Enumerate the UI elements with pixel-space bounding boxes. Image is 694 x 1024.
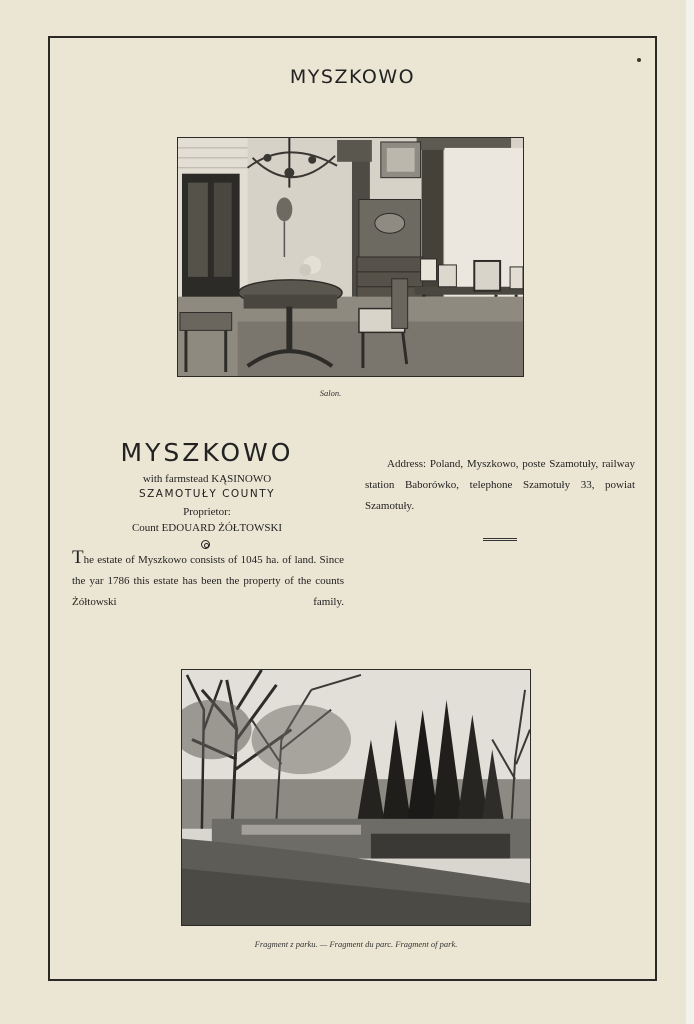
park-photo	[181, 669, 531, 926]
description-dropcap: T	[72, 547, 84, 568]
page-edge	[686, 0, 694, 1024]
salon-photo	[177, 137, 524, 377]
farmstead-line	[70, 473, 344, 485]
ring-ornament-icon	[201, 540, 210, 549]
page-title: MYSZKOWO	[289, 66, 416, 88]
park-caption: Fragment z parku. — Fragment du parc. Fragment of park.	[254, 939, 458, 949]
proprietor-label: Proprietor:	[183, 506, 231, 518]
double-rule-divider	[483, 538, 517, 541]
description-text: he estate of Myszkowo consists of 1045 ha. of land. Since the yar 1786 this estate has been the property of the counts Żółtowski family.	[72, 554, 344, 608]
estate-description	[72, 547, 344, 613]
proprietor-name: Count EDOUARD ŻÓŁTOWSKI	[131, 522, 283, 534]
paper-speck	[637, 58, 641, 62]
county-line: SZAMOTUŁY COUNTY	[138, 488, 276, 500]
address-text: Address: Poland, Myszkowo, poste Szamotuły, railway station Baborówko, telephone Szamotuły 33, powiat Szamotuły.	[365, 458, 635, 512]
salon-caption: Salon.	[319, 388, 342, 398]
farmstead-text: with farmstead KĄSINOWO	[142, 473, 272, 485]
estate-name: MYSZKOWO	[120, 438, 294, 467]
